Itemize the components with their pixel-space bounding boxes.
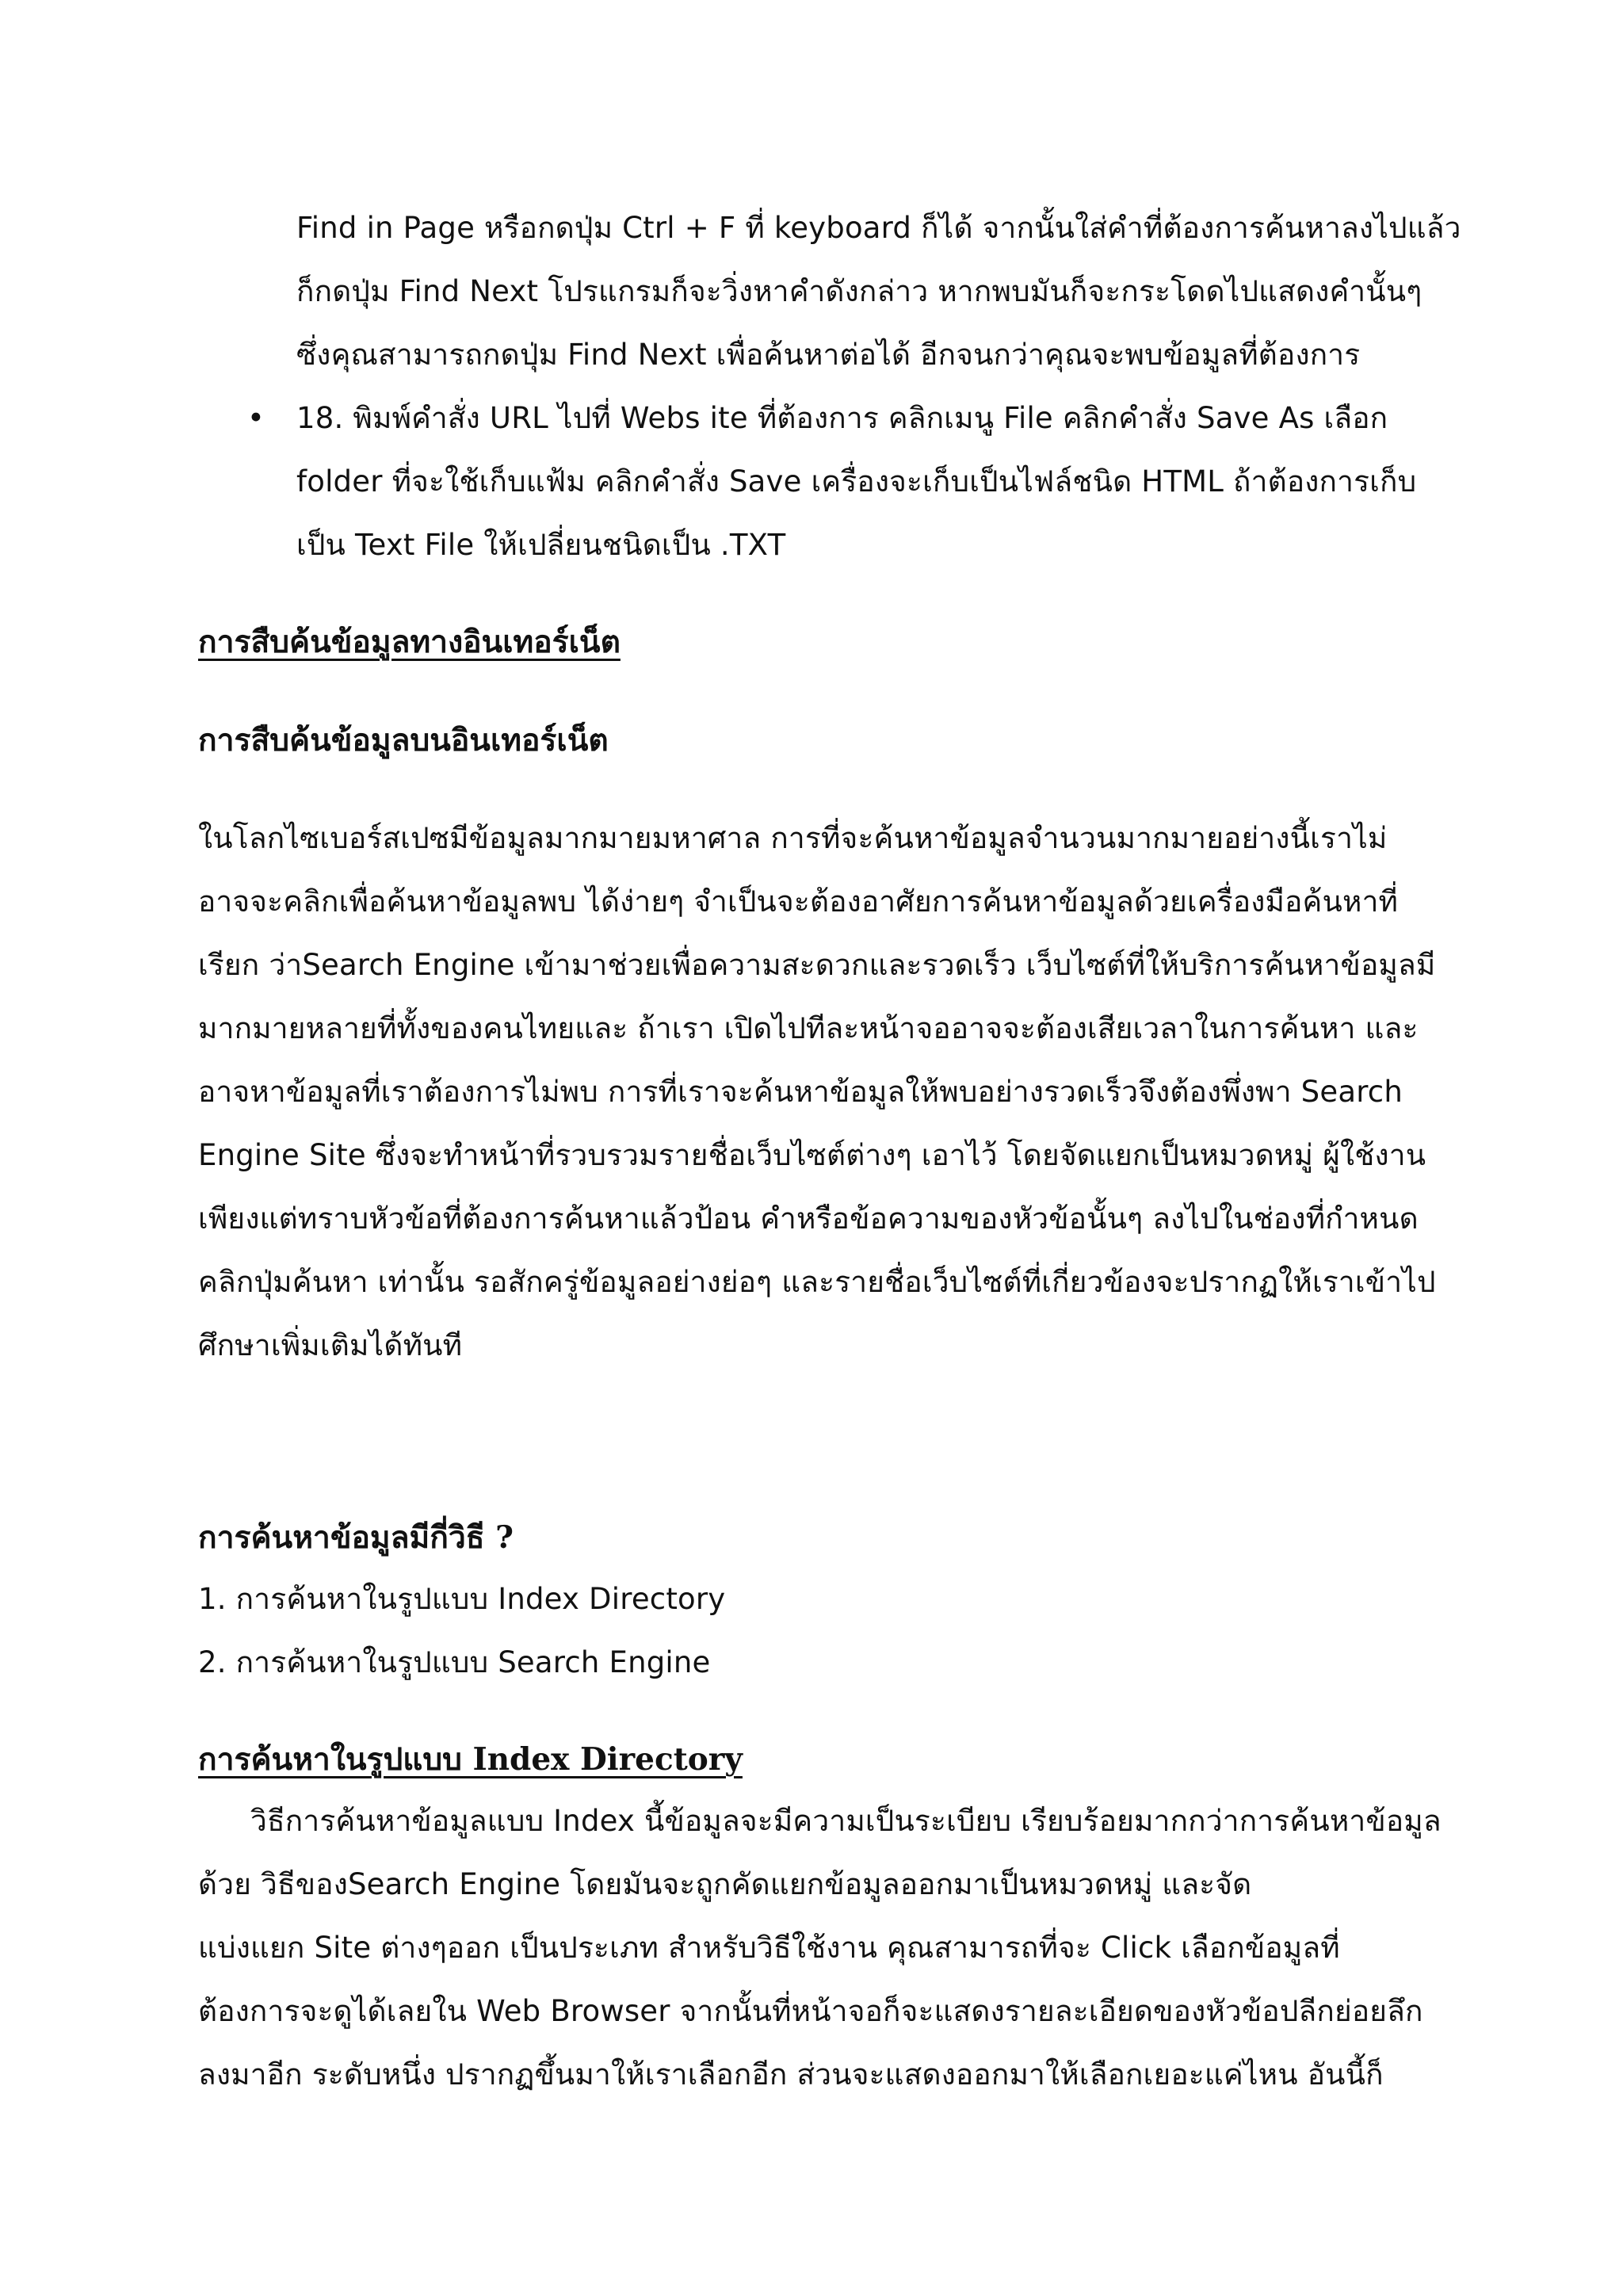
paragraph-line-5: อาจหาข้อมูลที่เราต้องการไม่พบ การที่เราจะค้นหาข้อมูลให้พบอย่างรวดเร็วจึงต้องพึ่งพา Search xyxy=(198,1075,1403,1109)
intro-line-1: Find in Page หรือกดปุ่ม Ctrl + F ที่ keyboard ก็ได้ จากนั้นใส่คำที่ต้องการค้นหาลงไปแล้ว xyxy=(296,211,1461,245)
paragraph-line-6: Engine Site ซึ่งจะทำหน้าที่รวบรวมรายชื่อเว็บไซต์ต่างๆ เอาไว้ โดยจัดแยกเป็นหมวดหมู่ ผู้ใช้งาน xyxy=(198,1138,1426,1172)
sub-heading: การสืบค้นข้อมูลบนอินเทอร์เน็ต xyxy=(198,722,609,758)
paragraph-line-8: คลิกปุ่มค้นหา เท่านั้น รอสักครู่ข้อมูลอย่างย่อๆ และรายชื่อเว็บไซต์ที่เกี่ยวข้องจะปรากฏให้เราเข้าไป xyxy=(198,1265,1436,1299)
paragraph-line-9: ศึกษาเพิ่มเติมได้ทันที xyxy=(198,1328,463,1362)
intro-line-3: ซึ่งคุณสามารถกดปุ่ม Find Next เพื่อค้นหาต่อได้ อีกจนกว่าคุณจะพบข้อมูลที่ต้องการ xyxy=(296,338,1361,372)
question-heading: การค้นหาข้อมูลมีกี่วิธี ? xyxy=(198,1519,514,1556)
bullet-line-1: 18. พิมพ์คำสั่ง URL ไปที่ Webs ite ที่ต้องการ คลิกเมนู File คลิกคำสั่ง Save As เลือก xyxy=(296,401,1388,435)
bullet-line-3: เป็น Text File ให้เปลี่ยนชนิดเป็น .TXT xyxy=(296,528,786,562)
paragraph-line-2: อาจจะคลิกเพื่อค้นหาข้อมูลพบ ได้ง่ายๆ จำเป็นจะต้องอาศัยการค้นหาข้อมูลด้วยเครื่องมือค้นหาที่ xyxy=(198,884,1399,919)
bullet-marker: • xyxy=(247,401,265,435)
paragraph-line-7: เพียงแต่ทราบหัวข้อที่ต้องการค้นหาแล้วป้อน คำหรือข้อความของหัวข้อนั้นๆ ลงไปในช่องที่กำหนด xyxy=(198,1201,1419,1236)
paragraph-line-1: ในโลกไซเบอร์สเปซมีข้อมูลมากมายมหาศาล การที่จะค้นหาข้อมูลจำนวนมากมายอย่างนี้เราไม่ xyxy=(198,821,1388,855)
bullet-line-2: folder ที่จะใช้เก็บแฟ้ม คลิกคำสั่ง Save เครื่องจะเก็บเป็นไฟล์ชนิด HTML ถ้าต้องการเก็บ xyxy=(296,464,1417,499)
method-item-2: 2. การค้นหาในรูปแบบ Search Engine xyxy=(198,1645,711,1679)
method-item-1: 1. การค้นหาในรูปแบบ Index Directory xyxy=(198,1582,726,1616)
index-paragraph-line-1: วิธีการค้นหาข้อมูลแบบ Index นี้ข้อมูลจะมีความเป็นระเบียบ เรียบร้อยมากกว่าการค้นหาข้อมูล xyxy=(250,1804,1442,1838)
index-directory-heading: การค้นหาในรูปแบบ Index Directory xyxy=(198,1741,743,1778)
intro-line-2: ก็กดปุ่ม Find Next โปรแกรมก็จะวิ่งหาคำดังกล่าว หากพบมันก็จะกระโดดไปแสดงคำนั้นๆ xyxy=(296,274,1423,308)
paragraph-line-4: มากมายหลายที่ทั้งของคนไทยและ ถ้าเรา เปิดไปทีละหน้าจออาจจะต้องเสียเวลาในการค้นหา และ xyxy=(198,1011,1419,1045)
paragraph-line-3: เรียก ว่าSearch Engine เข้ามาช่วยเพื่อความสะดวกและรวดเร็ว เว็บไซต์ที่ให้บริการค้นหาข้อมูลมี xyxy=(198,948,1436,982)
index-paragraph-line-2: ด้วย วิธีของSearch Engine โดยมันจะถูกคัดแยกข้อมูลออกมาเป็นหมวดหมู่ และจัด xyxy=(198,1867,1252,1901)
index-paragraph-line-4: ต้องการจะดูได้เลยใน Web Browser จากนั้นที่หน้าจอก็จะแสดงรายละเอียดของหัวข้อปลีกย่อยลึก xyxy=(198,1994,1423,2028)
index-paragraph-line-5: ลงมาอีก ระดับหนึ่ง ปรากฏขึ้นมาให้เราเลือกอีก ส่วนจะแสดงออกมาให้เลือกเยอะแค่ไหน อันนี้ก็ xyxy=(198,2057,1384,2092)
main-heading: การสืบค้นข้อมูลทางอินเทอร์เน็ต xyxy=(198,624,621,660)
index-paragraph-line-3: แบ่งแยก Site ต่างๆออก เป็นประเภท สำหรับวิธีใช้งาน คุณสามารถที่จะ Click เลือกข้อมูลที่ xyxy=(198,1931,1340,1965)
